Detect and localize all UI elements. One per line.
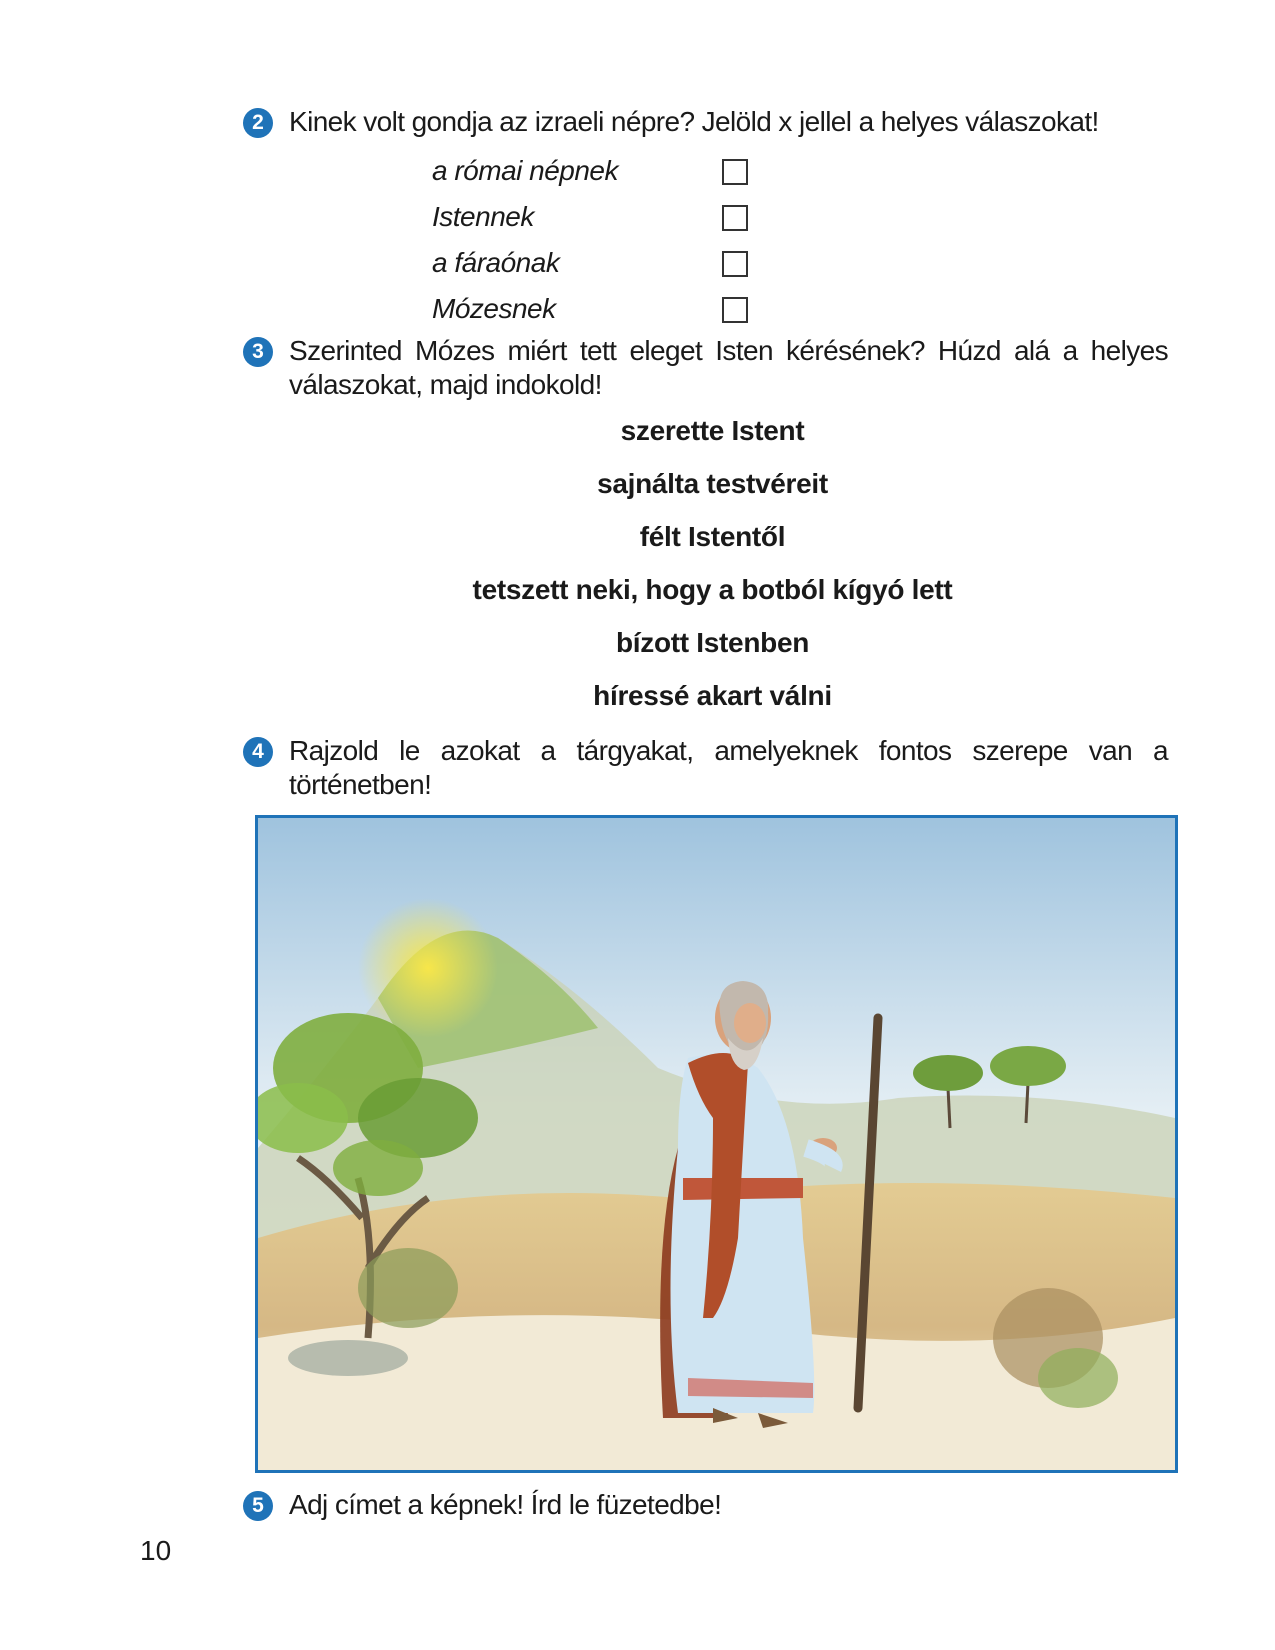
task-4-question: Rajzold le azokat a tárgyakat, amelyeknek fontos szerepe van a történetben!	[289, 735, 1168, 800]
task-3-answers	[0, 414, 1275, 732]
answer-option[interactable]: félt Istentől	[639, 521, 786, 552]
moses-illustration	[258, 818, 1175, 1470]
option-checkbox[interactable]	[722, 205, 748, 231]
task-2-options	[432, 148, 762, 332]
task-number-badge: 4	[243, 737, 273, 767]
task-5-question: Adj címet a képnek! Írd le füzetedbe!	[289, 1489, 722, 1520]
option-label: Mózesnek	[432, 293, 556, 324]
task-2-question: Kinek volt gondja az izraeli népre? Jelöld x jellel a helyes válaszokat!	[289, 106, 1099, 137]
task-3-question: Szerinted Mózes miért tett eleget Isten kérésének? Húzd alá a helyes válaszokat, majd indokold!	[289, 335, 1168, 400]
option-label: a római népnek	[432, 155, 619, 186]
answer-option[interactable]: tetszett neki, hogy a botból kígyó lett	[472, 574, 953, 605]
answer-option[interactable]: híressé akart válni	[593, 680, 832, 711]
task-4	[243, 734, 1168, 802]
option-item	[432, 286, 762, 332]
option-label: Istennek	[432, 201, 534, 232]
option-label: a fáraónak	[432, 247, 560, 278]
option-checkbox[interactable]	[722, 159, 748, 185]
option-item	[432, 194, 762, 240]
answer-option[interactable]: bízott Istenben	[615, 627, 810, 658]
task-5	[243, 1488, 1168, 1522]
option-checkbox[interactable]	[722, 251, 748, 277]
task-number-badge: 2	[243, 108, 273, 138]
option-checkbox[interactable]	[722, 297, 748, 323]
task-3	[243, 334, 1168, 402]
task-number-badge: 3	[243, 337, 273, 367]
task-2	[243, 105, 1168, 139]
option-item	[432, 240, 762, 286]
illustration-frame	[255, 815, 1178, 1473]
option-item	[432, 148, 762, 194]
task-number-badge: 5	[243, 1491, 273, 1521]
answer-option[interactable]: szerette Istent	[620, 415, 805, 446]
page-number: 10	[140, 1535, 172, 1566]
answer-option[interactable]: sajnálta testvéreit	[597, 468, 828, 499]
